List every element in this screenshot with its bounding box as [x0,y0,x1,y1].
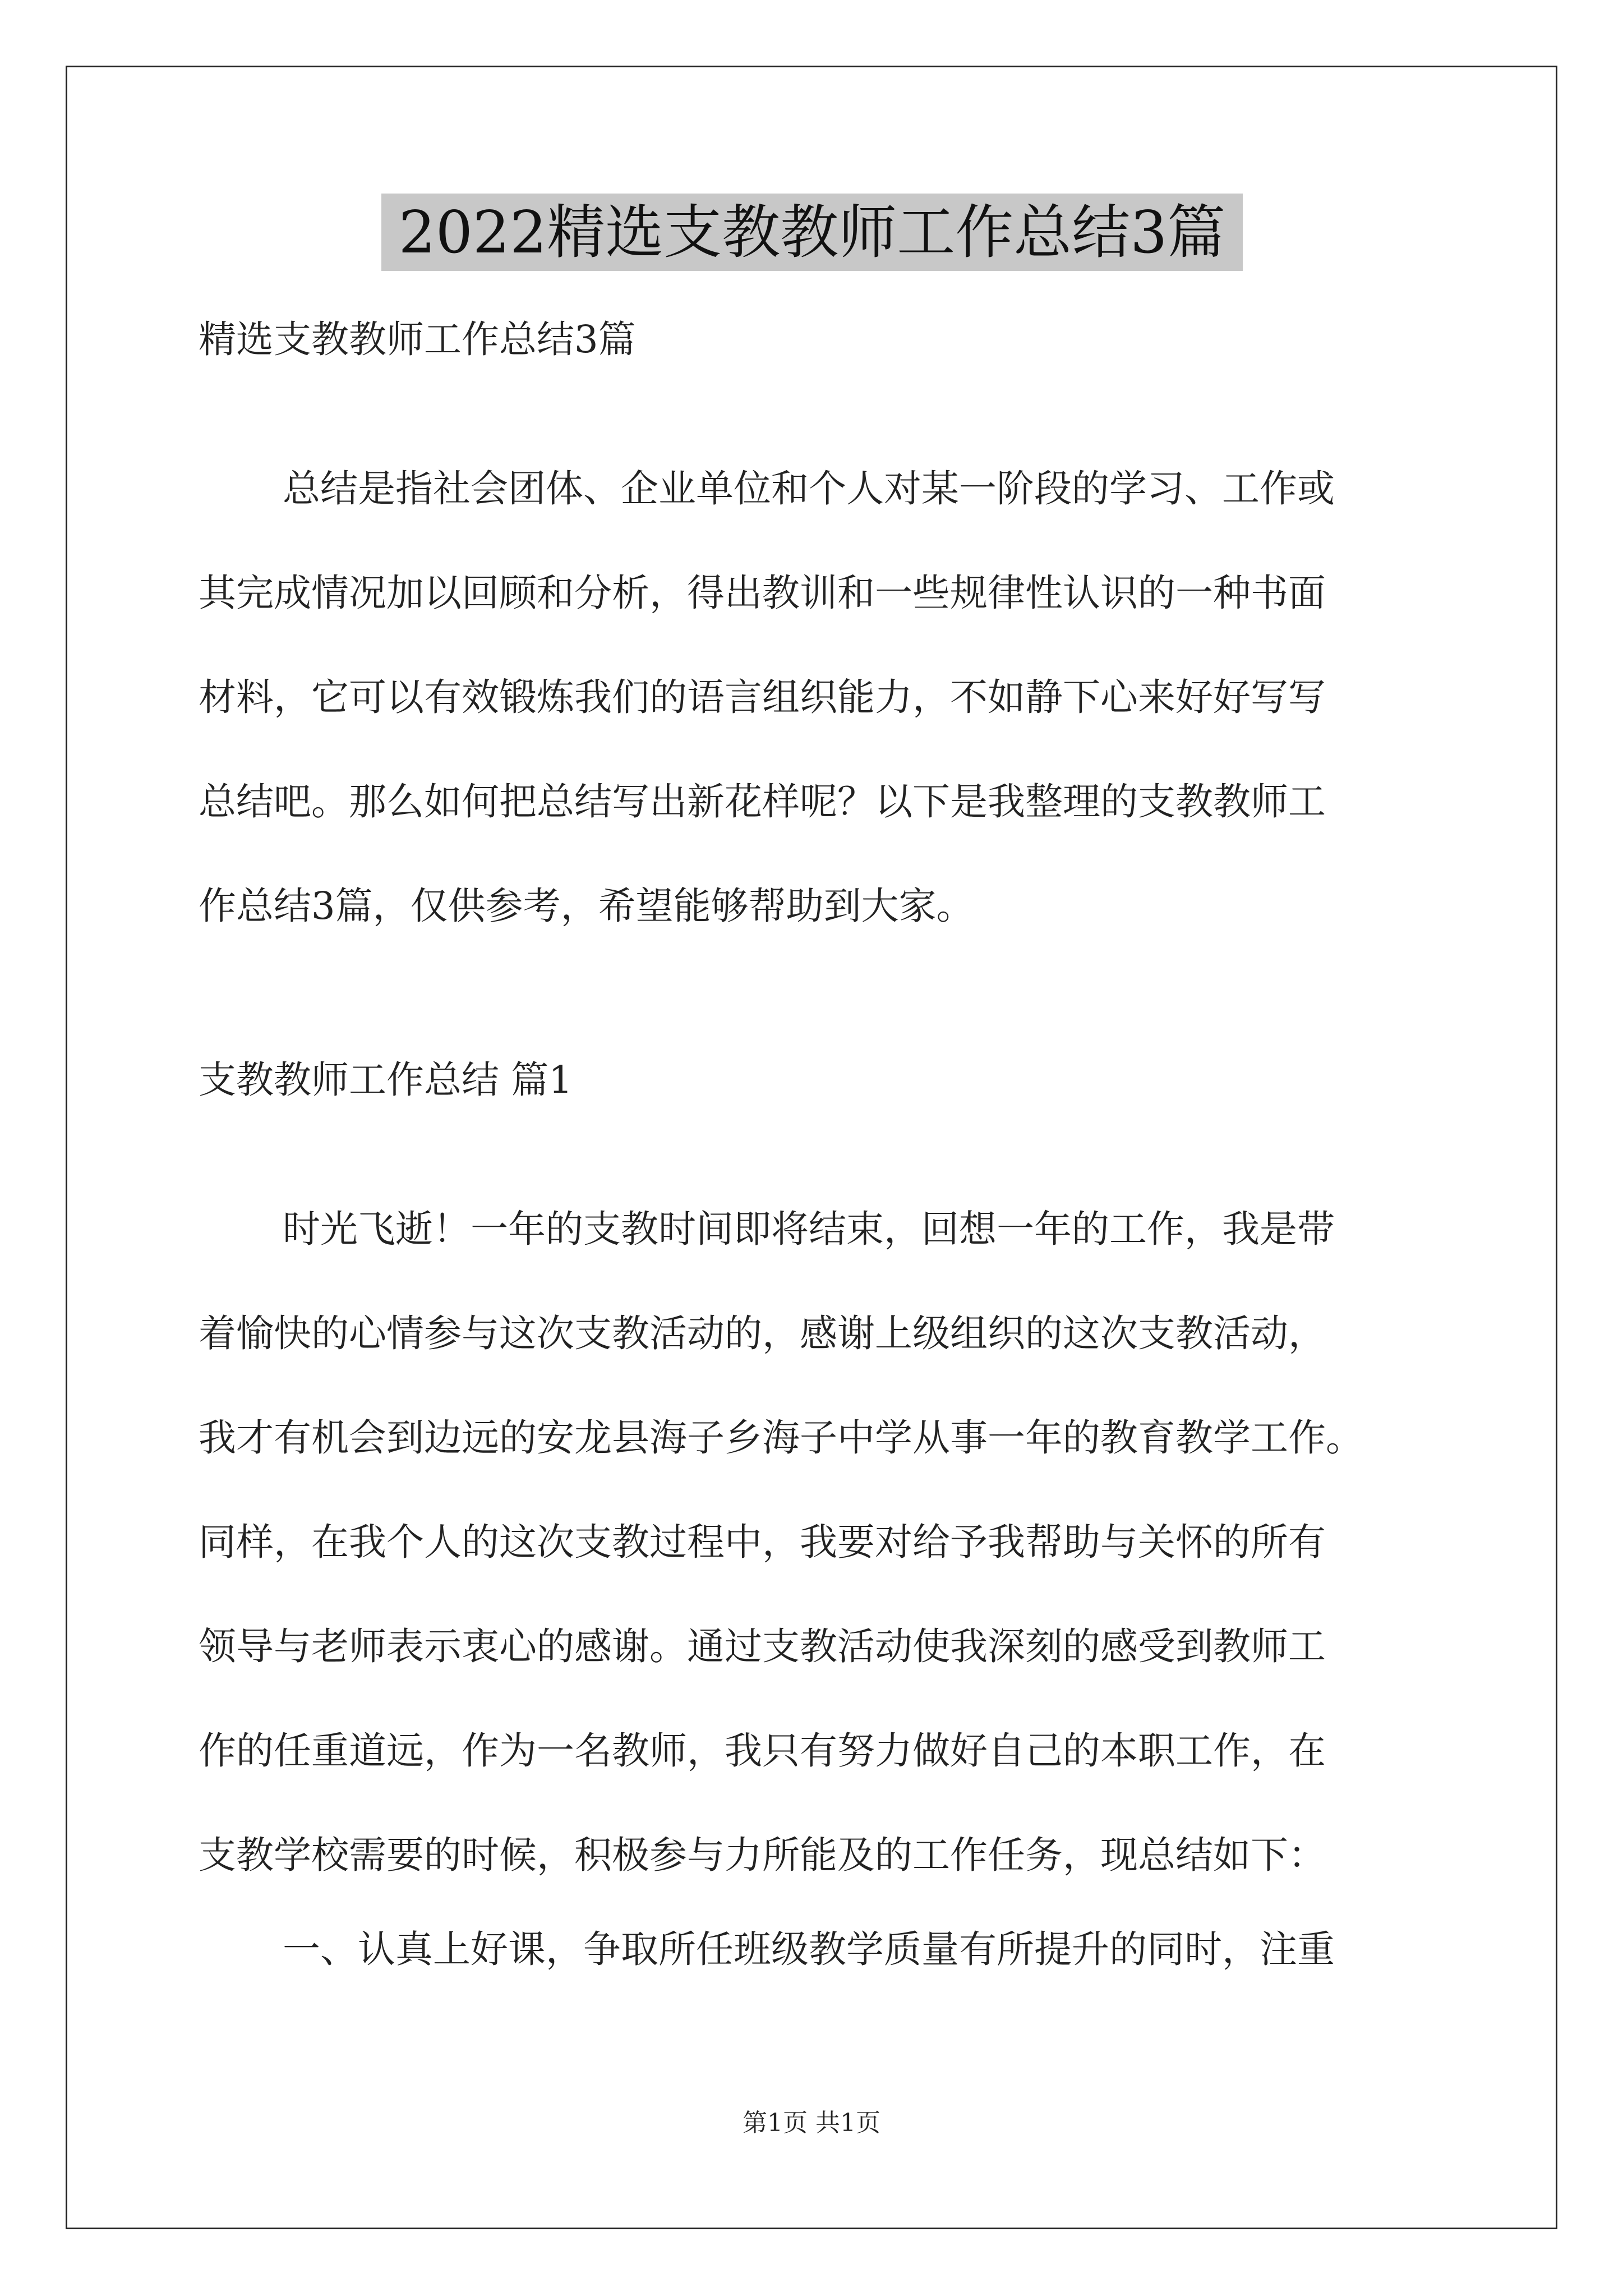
intro-line: 材料，它可以有效锻炼我们的语言组织能力，不如静下心来好好写写 [199,675,1326,719]
section-line: 支教学校需要的时候，积极参与力所能及的工作任务，现总结如下： [199,1833,1326,1877]
intro-line: 其完成情况加以回顾和分析，得出教训和一些规律性认识的一种书面 [199,571,1326,615]
section-line: 我才有机会到边远的安龙县海子乡海子中学从事一年的教育教学工作。 [199,1416,1363,1460]
section-line: 着愉快的心情参与这次支教活动的，感谢上级组织的这次支教活动， [199,1312,1326,1355]
intro-line: 总结是指社会团体、企业单位和个人对某一阶段的学习、工作或 [283,467,1335,510]
document-subtitle: 精选支教教师工作总结3篇 [199,318,636,361]
intro-line: 作总结3篇，仅供参考，希望能够帮助到大家。 [199,884,974,928]
section-line: 作的任重道远，作为一名教师，我只有努力做好自己的本职工作，在 [199,1729,1326,1773]
intro-paragraph [199,436,1455,958]
intro-line: 总结吧。那么如何把总结写出新花样呢？以下是我整理的支教教师工 [199,780,1326,823]
section-heading: 支教教师工作总结 篇1 [199,1058,573,1102]
point-line: 一、认真上好课，争取所任班级教学质量有所提升的同时，注重 [283,1927,1335,1971]
section-line: 同样，在我个人的这次支教过程中，我要对给予我帮助与关怀的所有 [199,1520,1326,1564]
section-line: 领导与老师表示衷心的感谢。通过支教活动使我深刻的感受到教师工 [199,1625,1326,1668]
page-footer: 第1页 共1页 [743,2109,880,2137]
section-paragraph [199,1177,1455,1907]
document-title: 2022精选支教教师工作总结3篇 [381,194,1243,271]
section-line: 时光飞逝！一年的支教时间即将结束，回想一年的工作，我是带 [283,1207,1335,1251]
